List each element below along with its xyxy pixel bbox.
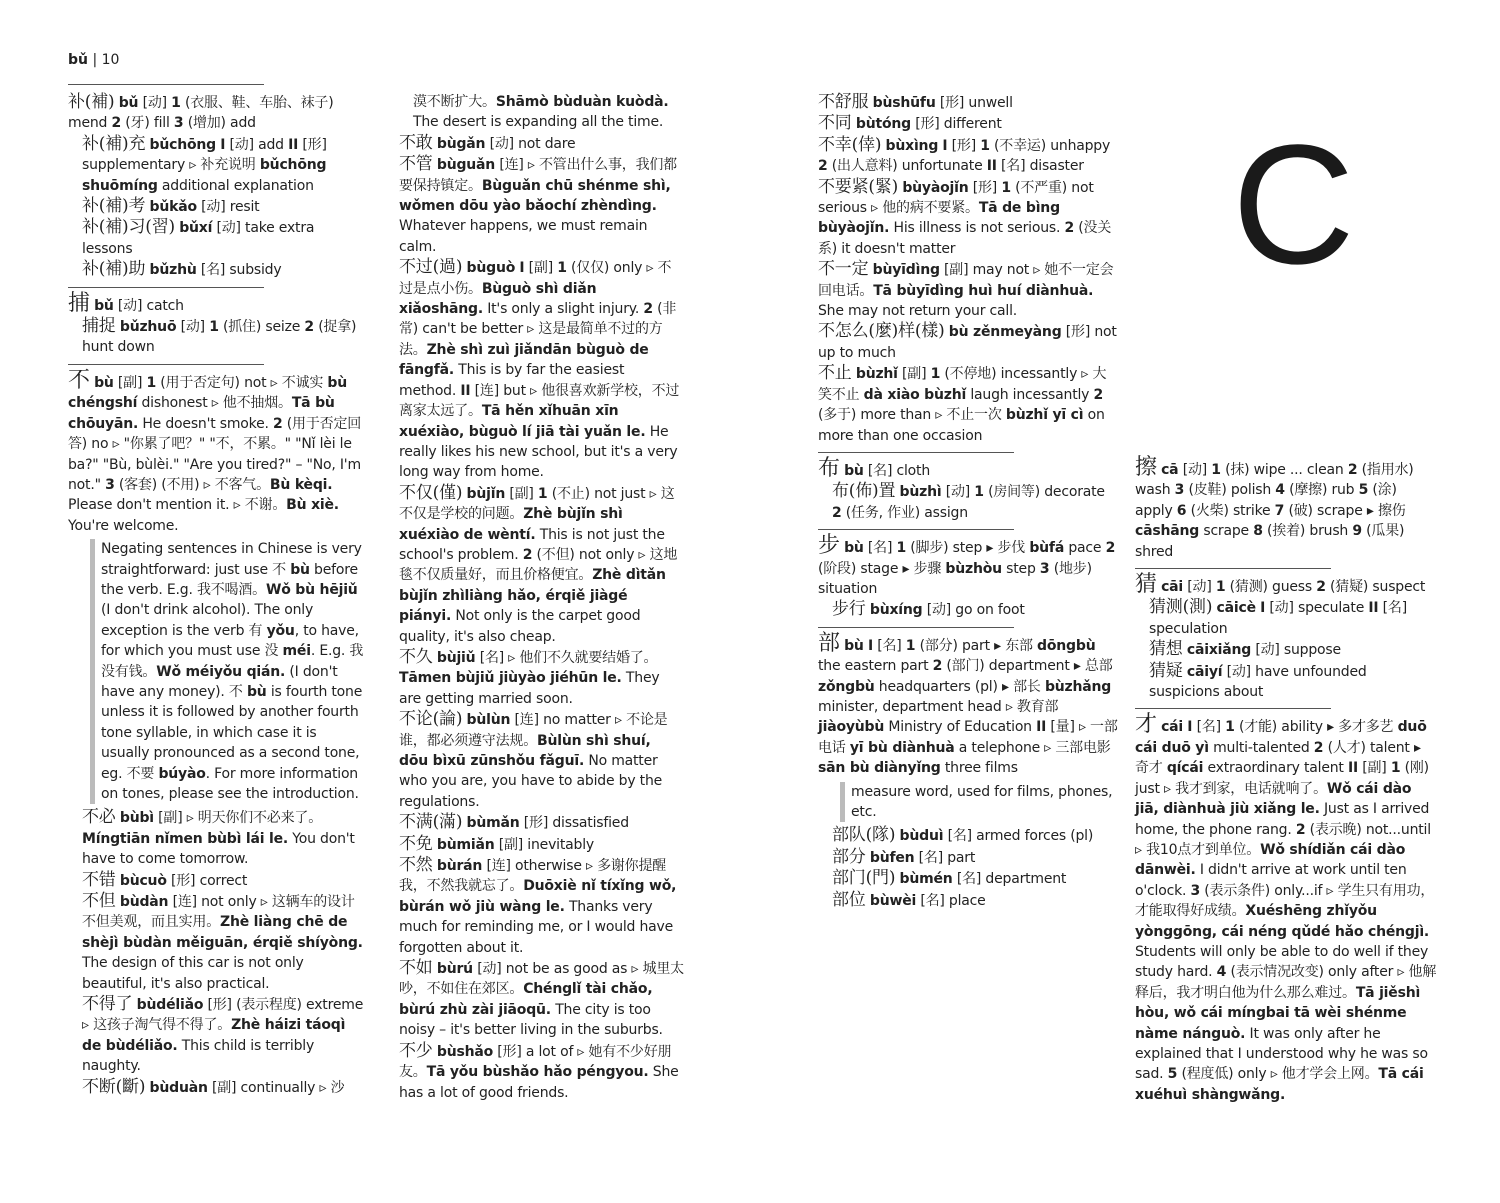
dictionary-entry <box>68 196 368 217</box>
entry-text: bùmǎn [形] dissatisfied <box>466 815 629 832</box>
entry-text: bùmiǎn [副] inevitably <box>436 836 594 853</box>
dictionary-entry <box>818 630 1118 779</box>
headword: 部分 <box>832 846 866 867</box>
headword: 不满(滿) <box>399 812 463 833</box>
entry-text: bùbì [副] ▹ 明天你们不必来了。Míngtiān nǐmen bùbì lái le. You don't have to come tomorrow. <box>82 810 355 868</box>
dictionary-entry <box>399 855 684 958</box>
entry-separator <box>68 287 264 288</box>
dictionary-entry <box>818 890 1118 911</box>
headword: 猜 <box>1135 572 1157 598</box>
headword: 猜疑 <box>1149 660 1183 681</box>
headword: 部 <box>818 630 840 656</box>
dictionary-entry <box>399 834 684 855</box>
dictionary-entry <box>399 154 684 257</box>
dictionary-entry <box>818 533 1118 599</box>
headword: 不少 <box>399 1040 433 1061</box>
headword: 不仅(僅) <box>399 482 463 503</box>
headword: 猜想 <box>1149 639 1183 660</box>
dictionary-entry <box>818 481 1118 523</box>
dictionary-entry <box>68 316 368 358</box>
entry-text: bùguǎn [连] ▹ 不管出什么事，我们都要保持镇定。Bùguǎn chū shénme shì, wǒmen dōu yào bǎochí zhèndìng. Whatever happens, we must remain calm. <box>399 157 677 255</box>
entry-text: bùmén [名] department <box>899 871 1067 888</box>
running-head <box>68 52 119 68</box>
dictionary-entry <box>818 135 1118 177</box>
headword: 补(補)助 <box>82 259 146 280</box>
headword: 补(補)充 <box>82 133 146 154</box>
entry-text: bùduì [名] armed forces (pl) <box>899 828 1094 845</box>
entry-text: bùrán [连] otherwise ▹ 多谢你提醒我，不然我就忘了。Duōxiè nǐ tíxǐng wǒ, bùrán wǒ jiù wàng le. Thanks very much for reminding me, or I would have forgotten about it. <box>399 858 677 956</box>
entry-text: bǔzhù [名] subsidy <box>149 262 282 279</box>
dictionary-entry <box>818 177 1118 260</box>
headword: 擦 <box>1135 455 1157 480</box>
entry-text: cāi [动] 1 (猜测) guess 2 (猜疑) suspect <box>1161 579 1426 596</box>
entry-text: cái I [名] 1 (才能) ability ▸ 多才多艺 duō cái duō yì multi-talented 2 (人才) talent ▸ 奇才 qícái extraordinary talent II [副] 1 (刚) just ▹ 我才到家，电话就响了。Wǒ cái dào jiā, diànhuà jiù xiǎng le. Just as I arrived home, the phone rang. 2 (表示晚) not...until ▹ 我10点才到单位。Wǒ shídiǎn cái dào dānwèi. I didn't arrive at work until ten o'clock. 3 (表示条件) only...if ▹ 学生只有用功，才能取得好成绩。Xuéshēng zhǐyǒu yònggōng, cái néng qǔdé hǎo chéngjì. Students will only be able to do well if they study hard. 4 (表示情况改变) only after ▹ 他解释后，我才明白他为什么那么难过。Tā jiěshì hòu, wǒ cái míngbai tā wèi shénme nàme nánguò. It was only after he explained that I understood why he was so sad. 5 (程度低) only ▹ 他才学会上网。Tā cái xuéhuì shàngwǎng. <box>1135 719 1437 1103</box>
headword: 不一定 <box>818 259 869 280</box>
entry-text: bǔkǎo [动] resit <box>149 199 260 216</box>
headword: 步行 <box>832 599 866 620</box>
entry-text: bùyàojǐn [形] 1 (不严重) not serious ▹ 他的病不要紧。Tā de bìng bùyàojǐn. His illness is not serious. 2 (没关系) it doesn't matter <box>818 179 1112 257</box>
entry-text: bùwèi [名] place <box>869 892 986 909</box>
dictionary-entry <box>68 1077 368 1098</box>
headword: 部门(門) <box>832 868 896 889</box>
entry-text: bùtóng [形] different <box>855 116 1002 133</box>
entry-text: bùshūfu [形] unwell <box>872 95 1013 111</box>
entry-text: cāixiǎng [动] suppose <box>1186 642 1341 659</box>
dictionary-entry <box>399 812 684 833</box>
dictionary-entry <box>68 217 368 259</box>
dictionary-entry <box>1135 572 1437 598</box>
headword: 不怎么(麼)样(樣) <box>818 321 945 342</box>
dictionary-entry <box>68 807 368 869</box>
headword: 不必 <box>82 807 116 828</box>
entry-text: cāicè I [动] speculate II [名] speculation <box>1149 600 1407 637</box>
dictionary-entry <box>68 367 368 536</box>
dictionary-entry <box>399 958 684 1041</box>
entry-text: bǔchōng I [动] add II [形] supplementary ▹ 补充说明 bǔchōng shuōmíng additional explanation <box>82 136 327 194</box>
column-2 <box>399 92 684 1103</box>
column-4 <box>1135 455 1437 1105</box>
entry-text: bùrú [动] not be as good as ▹ 城里太吵，不如住在郊区。Chénglǐ tài chǎo, bùrú zhù zài jiāoqū. The city is too noisy – it's better living in the suburbs. <box>399 961 684 1039</box>
headword: 补(補)考 <box>82 196 146 217</box>
entry-separator <box>818 627 1014 628</box>
column-3 <box>818 92 1118 911</box>
dictionary-entry <box>818 599 1118 620</box>
entry-text: bǔzhuō [动] 1 (抓住) seize 2 (捉拿) hunt down <box>82 319 357 356</box>
entry-separator <box>1135 568 1331 569</box>
usage-note: measure word, used for films, phones, etc. <box>840 782 1118 823</box>
entry-text: bùshǎo [形] a lot of ▹ 她有不少好朋友。Tā yǒu bùshǎo hǎo péngyou. She has a lot of good friends. <box>399 1043 679 1101</box>
dictionary-entry <box>1135 455 1437 562</box>
entry-text: bùxíng [动] go on foot <box>869 602 1025 619</box>
dictionary-entry <box>818 455 1118 481</box>
dictionary-entry <box>68 92 368 134</box>
headword: 不同 <box>818 113 852 134</box>
entry-text: cāiyí [动] have unfounded suspicions about <box>1149 663 1367 701</box>
dictionary-entry <box>399 1041 684 1103</box>
dictionary-entry <box>1135 597 1437 639</box>
entry-text: bùjǐn [副] 1 (不止) not just ▹ 这不仅是学校的问题。Zhè bùjǐn shì xuéxiào de wèntí. This is not just the school's problem. 2 (不但) not only ▹ 这地毯不仅质量好，而且价格便宜。Zhè dìtǎn bùjǐn zhìliàng hǎo, érqiě jiàgé piányi. Not only is the carpet good quality, it's also cheap. <box>399 485 678 645</box>
headword: 补(補)习(習) <box>82 217 175 238</box>
entry-text: bùjiǔ [名] ▹ 他们不久就要结婚了。Tāmen bùjiǔ jiùyào jiéhūn le. They are getting married soon. <box>399 649 660 707</box>
dictionary-entry <box>399 92 684 133</box>
entry-separator <box>68 364 264 365</box>
headword: 不断(斷) <box>82 1076 146 1097</box>
usage-note: Negating sentences in Chinese is very straightforward: just use 不 bù before the verb. E.g. 我不喝酒。Wǒ bù hējiǔ (I don't drink alcohol). The only exception is the verb 有 yǒu, to have, for which you must use 没 méi. E.g. 我没有钱。Wǒ méiyǒu qián. (I don't have any money). 不 bù is fourth tone unless it is followed by another fourth tone syllable, in which case it is usually pronounced as a second tone, eg. 不要 búyào. For more information on tones, please see the introduction. <box>90 539 368 804</box>
entry-text: 漠不断扩大。Shāmò bùduàn kuòdà. The desert is expanding all the time. <box>413 94 669 131</box>
entry-text: bùdéliǎo [形] (表示程度) extreme ▹ 这孩子淘气得不得了。Zhè háizi táoqì de bùdéliǎo. This child is terribly naughty. <box>82 997 364 1075</box>
entry-separator <box>1135 708 1331 709</box>
dictionary-entry <box>818 321 1118 363</box>
entry-text: bùguò I [副] 1 (仅仅) only ▹ 不过是点小伤。Bùguò shì diǎn xiǎoshāng. It's only a slight injury. 2 (非常) can't be better ▹ 这是最简单不过的方法。Zhè shì zuì jiǎndān bùguò de fāngfǎ. This is by far the easiest method. II [连] but ▹ 他很喜欢新学校，不过离家太远了。Tā hěn xǐhuān xīn xuéxiào, bùguò lí jiā tài yuǎn le. He really likes his new school, but it's a very long way from home. <box>399 260 680 481</box>
entry-text: bù I [名] 1 (部分) part ▸ 东部 dōngbù the eastern part 2 (部门) department ▸ 总部 zǒngbù headquarters (pl) ▸ 部长 bùzhǎng minister, department head ▹ 教育部 jiàoyùbù Ministry of Education II [量] ▹ 一部电话 yī bù diànhuà a telephone ▹ 三部电影 sān bù diànyǐng three films <box>818 637 1118 777</box>
dictionary-entry <box>399 647 684 709</box>
dictionary-entry <box>68 259 368 280</box>
dictionary-entry <box>68 891 368 994</box>
dictionary-entry <box>399 483 684 647</box>
dictionary-entry <box>818 825 1118 846</box>
head-rule <box>68 84 264 85</box>
headword: 不得了 <box>82 994 133 1015</box>
entry-separator <box>818 452 1014 453</box>
headword: 部队(隊) <box>832 825 896 846</box>
entry-text: bùcuò [形] correct <box>119 872 248 889</box>
dictionary-entry <box>818 113 1118 134</box>
headword: 捕捉 <box>82 316 116 337</box>
headword: 捕 <box>68 290 90 316</box>
headword: 不过(過) <box>399 257 463 278</box>
running-head-word: bǔ <box>68 52 88 68</box>
dictionary-entry <box>1135 639 1437 660</box>
headword: 布 <box>818 455 840 481</box>
headword: 部位 <box>832 889 866 910</box>
dictionary-entry <box>399 133 684 154</box>
headword: 不久 <box>399 646 433 667</box>
dictionary-entry <box>399 709 684 812</box>
headword: 不幸(倖) <box>818 134 882 155</box>
dictionary-entry <box>818 259 1118 321</box>
entry-text: bǔ [动] catch <box>94 297 184 314</box>
entry-text: bù zěnmeyàng [形] not up to much <box>818 324 1117 361</box>
headword: 不管 <box>399 154 433 175</box>
dictionary-entry <box>68 994 368 1077</box>
entry-text: bùxìng I [形] 1 (不幸运) unhappy 2 (出人意料) unfortunate II [名] disaster <box>818 137 1111 175</box>
entry-text: bùzhì [动] 1 (房间等) decorate 2 (任务, 作业) assign <box>832 484 1105 521</box>
dictionary-entry <box>818 363 1118 446</box>
headword: 补(補) <box>68 92 115 112</box>
dictionary-entry <box>1135 712 1437 1105</box>
dictionary-entry <box>399 257 684 482</box>
entry-text: bù [名] 1 (脚步) step ▸ 步伐 bùfá pace 2 (阶段) stage ▸ 步骤 bùzhòu step 3 (地步) situation <box>818 540 1116 597</box>
entry-text: bùlùn [连] no matter ▹ 不论是谁，都必须遵守法规。Bùlùn shì shuí, dōu bìxū zūnshǒu fǎguī. No matter who you are, you have to abide by the regulations. <box>399 712 668 810</box>
dictionary-entry <box>68 134 368 196</box>
headword: 不如 <box>399 958 433 979</box>
dictionary-entry <box>818 92 1118 113</box>
dictionary-entry <box>68 290 368 316</box>
headword: 不然 <box>399 855 433 876</box>
entry-text: bù [副] 1 (用于否定句) not ▹ 不诚实 bù chéngshí dishonest ▹ 他不抽烟。Tā bù chōuyān. He doesn't smoke. 2 (用于否定回答) no ▹ "你累了吧？" "不，不累。" "Nǐ lèi le ba?" "Bù, bùlèi." "Are you tired?" – "No, I'm not." 3 (客套) (不用) ▹ 不客气。Bù kèqi. Please don't mention it. ▹ 不谢。Bù xiè. You're welcome. <box>68 374 362 534</box>
headword: 不错 <box>82 869 116 890</box>
dictionary-entry <box>1135 661 1437 703</box>
entry-text: bùyīdìng [副] may not ▹ 她不一定会回电话。Tā bùyīdìng huì huí diànhuà. She may not return your call. <box>818 262 1114 320</box>
dictionary-entry <box>818 847 1118 868</box>
headword: 猜测(測) <box>1149 597 1213 618</box>
headword: 不止 <box>818 363 852 384</box>
headword: 不舒服 <box>818 92 869 112</box>
headword: 才 <box>1135 712 1157 738</box>
headword: 不敢 <box>399 132 433 153</box>
headword: 不 <box>68 367 90 393</box>
entry-text: cā [动] 1 (抹) wipe ... clean 2 (指用水) wash 3 (皮鞋) polish 4 (摩擦) rub 5 (涂) apply 6 (火柴) strike 7 (破) scrape ▸ 擦伤 cāshāng scrape 8 (挨着) brush 9 (瓜果) shred <box>1135 462 1414 560</box>
page-number: | 10 <box>92 52 120 68</box>
headword: 布(佈)置 <box>832 481 896 502</box>
headword: 不但 <box>82 891 116 912</box>
entry-text: bù [名] cloth <box>844 462 931 479</box>
section-letter: C <box>1232 110 1355 300</box>
entry-text: bǔ [动] 1 (衣服、鞋、车胎、袜子) mend 2 (牙) fill 3 (增加) add <box>68 95 334 132</box>
dictionary-entry <box>68 870 368 891</box>
entry-text: bǔxí [动] take extra lessons <box>82 220 315 257</box>
entry-text: bùgǎn [动] not dare <box>436 135 576 152</box>
entry-text: bùdàn [连] not only ▹ 这辆车的设计不但美观，而且实用。Zhè liàng chē de shèjì bùdàn měiguān, érqiě shíyòng. The design of this car is not only beautiful, it's also practical. <box>82 894 363 992</box>
entry-separator <box>818 529 1014 530</box>
headword: 不免 <box>399 833 433 854</box>
entry-text: bùfen [名] part <box>869 849 976 866</box>
column-1 <box>68 92 368 1098</box>
dictionary-entry <box>818 868 1118 889</box>
headword: 步 <box>818 533 840 559</box>
entry-text: bùduàn [副] continually ▹ 沙 <box>149 1079 345 1096</box>
headword: 不论(論) <box>399 709 463 730</box>
headword: 不要紧(緊) <box>818 176 899 197</box>
entry-text: bùzhǐ [副] 1 (不停地) incessantly ▹ 大笑不止 dà xiào bùzhǐ laugh incessantly 2 (多于) more than ▹ 不止一次 bùzhǐ yī cì on more than one occasion <box>818 366 1107 444</box>
